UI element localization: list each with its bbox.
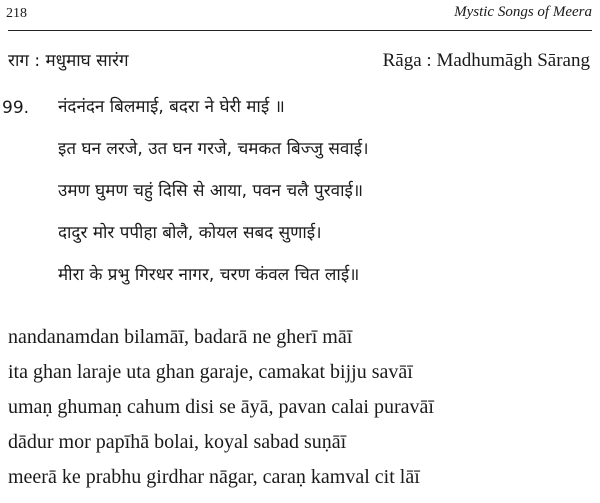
transliteration-line: dādur mor papīhā bolai, koyal sabad suṇāī (8, 431, 347, 453)
hindi-line: इत घन लरजे, उत घन गरजे, चमकत बिज्जु सवाई। (58, 139, 369, 159)
header-rule (8, 30, 592, 31)
verse-number: 99. (2, 98, 30, 118)
raga-latin: Rāga : Madhumāgh Sārang (382, 50, 590, 71)
hindi-line: उमण घुमण चहुं दिसि से आया, पवन चलै पुरवाई॥ (58, 181, 364, 201)
raga-hindi: राग : मधुमाघ सारंग (8, 51, 129, 71)
transliteration-line: nandanamdan bilamāī, badarā ne gherī māī (8, 326, 353, 348)
transliteration-line: ita ghan laraje uta ghan garaje, camakat bijju savāī (8, 361, 413, 383)
transliteration-verse (8, 322, 434, 497)
hindi-line: दादुर मोर पपीहा बोलै, कोयल सबद सुणाई। (58, 223, 322, 243)
transliteration-line: meerā ke prabhu girdhar nāgar, caraṇ kamval cit lāī (8, 466, 420, 488)
hindi-line: नंदनंदन बिलमाई, बदरा ने घेरी माई ॥ (58, 97, 285, 117)
transliteration-line: umaṇ ghumaṇ cahum disi se āyā, pavan calai puravāī (8, 396, 434, 418)
hindi-line: मीरा के प्रभु गिरधर नागर, चरण कंवल चित लाई॥ (58, 265, 360, 285)
page-number: 218 (6, 6, 27, 21)
running-head: Mystic Songs of Meera (454, 4, 592, 20)
hindi-verse (58, 92, 369, 302)
